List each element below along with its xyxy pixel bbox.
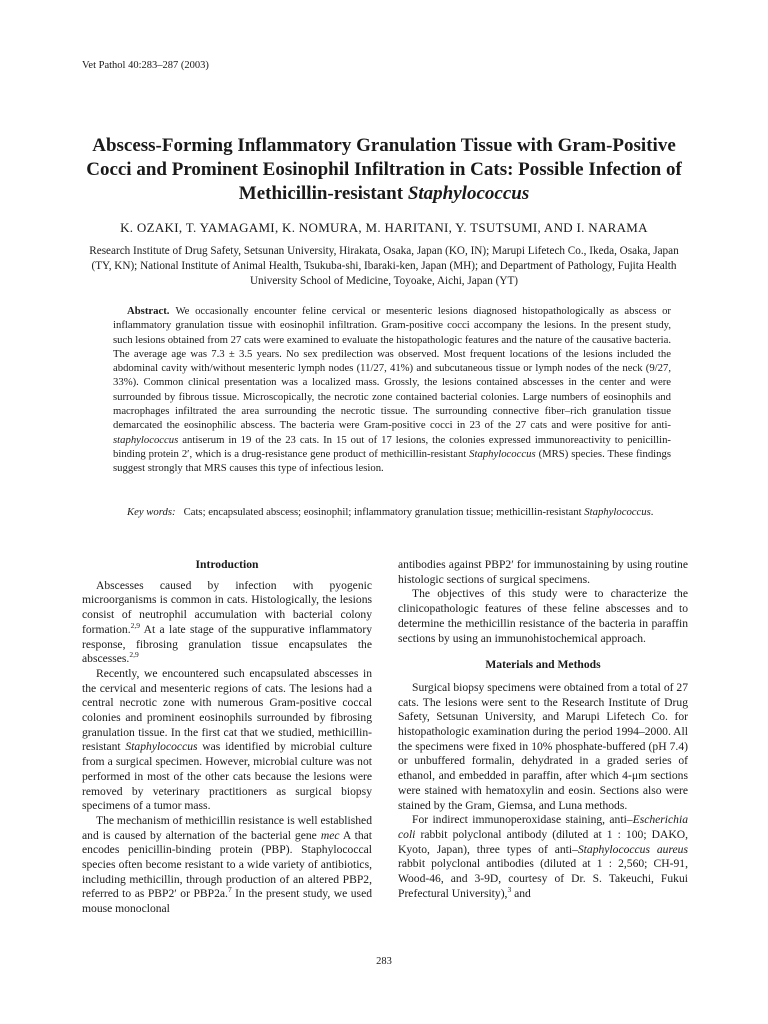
intro-paragraph-1: Abscesses caused by infection with pyogenic microorganisms is common in cats. Histologically, the lesions consist of neutrophil accumulation with bacterial colony formation.$^{2,9}$ At a late stage of the suppurative inflammatory response, fibrosing granulation tissue encapsulates the abscesses.$^{2,9}$	[82, 578, 372, 666]
intro-paragraph-4: The objectives of this study were to characterize the clinicopathologic features of these feline abscesses and to determine the methicillin resistance of the bacteria in paraffin sections by using an immunohistochemical approach.	[398, 587, 688, 645]
page-number: 283	[376, 956, 392, 967]
title-main: Abscess-Forming Inflammatory Granulation Tissue with Gram-Positive Cocci and Prominent Eosinophil Infiltration in Cats: Possible Infection of Methicillin-resistant	[86, 135, 682, 204]
left-column	[82, 558, 372, 917]
abstract	[113, 304, 671, 476]
right-column	[398, 558, 688, 901]
abstract-italic-2: Staphylococcus	[469, 447, 536, 460]
paper-title	[70, 134, 698, 206]
keywords-label: Key words:	[127, 506, 176, 518]
intro-paragraph-2: Recently, we encountered such encapsulated abscesses in the cervical and mesenteric regions of cats. The lesions had a central necrotic zone with numerous Gram-positive coccal colonies and prominent eosinophils surrounded by fibrosing granulation tissue. In the first cat that we studied, methicillin-resistant Staphylococcus was identified by microbial culture from a surgical specimen. However, microbial culture was not performed in most of the other cats because the lesions were removed by veterinary practitioners as surgical biopsy specimens of a tumor mass.	[82, 666, 372, 813]
abstract-text-1: We occasionally encounter feline cervical or mesenteric lesions diagnosed histopathologically as abscess or inflammatory granulation tissue with eosinophil infiltration. Gram-positive cocci accompany the lesions. In the present study, such lesions obtained from 27 cats were examined to evaluate the histopathologic features and the nature of the causative bacteria. The average age was 7.3 ± 3.5 years. No sex predilection was observed. Most frequent locations of the lesions included the abdominal cavity with/without mesenteric lymph nodes (11/27, 41%) and subcutaneous tissue or lymph nodes of the neck (9/27, 33%). Common clinical presentation was a localized mass. Grossly, the lesions contained abscesses in the center and were surrounded by fibrous tissue. Microscopically, the necrotic zone contained bacterial colonies. Large numbers of eosinophils and macrophages infiltrated the area surrounding the necrotic tissue. The surrounding connective fiber–rich granulation tissue demarcated the eosinophilic abscess. The bacteria were Gram-positive cocci in 23 of the 27 cats and were positive for anti-	[113, 305, 671, 432]
title-italic-genus: Staphylococcus	[407, 183, 530, 204]
keywords-text: Cats; encapsulated abscess; eosinophil; inflammatory granulation tissue; methicillin-resistant	[183, 506, 585, 518]
intro-paragraph-3: The mechanism of methicillin resistance is well established and is caused by alternation of the bacterial gene mec A that encodes penicillin-binding protein (PBP). Staphylococcal species often become resistant to a wide variety of antibiotics, including methicillin, through production of an altered PBP2, referred to as PBP2′ or PBP2a.$^7$ In the present study, we used mouse monoclonal	[82, 813, 373, 916]
abstract-label: Abstract.	[127, 305, 170, 317]
introduction-heading: Introduction	[195, 558, 259, 571]
affiliations: Research Institute of Drug Safety, Setsunan University, Hirakata, Osaka, Japan (KO, IN); Marupi Lifetech Co., Ikeda, Osaka, Japan (TY, KN); National Institute of Animal Health, Tsukuba-shi, Ibaraki-ken, Japan (MH); and Department of Pathology, Fujita Health University School of Medicine, Toyoake, Aichi, Japan (YT)	[89, 245, 679, 287]
abstract-text-2: antiserum in 19 of the 23 cats. In 15 out of 17 lesions, the colonies expressed immunoreactivity to penicillin-binding protein 2′, which is a drug-resistance gene product of methicillin-resistant	[113, 433, 671, 460]
keywords-end: .	[650, 506, 654, 518]
keywords-italic: Staphylococcus	[584, 506, 651, 518]
abstract-italic-1: staphylococcus	[113, 433, 179, 446]
keywords	[113, 505, 671, 519]
abstract-text-3: (MRS) species. These findings suggest strongly that MRS causes this type of infectious lesion.	[113, 447, 672, 475]
intro-paragraph-3-continued: antibodies against PBP2′ for immunostaining by using routine histologic sections of surgical specimens.	[398, 558, 688, 586]
methods-heading: Materials and Methods	[485, 658, 601, 672]
author-list: K. OZAKI, T. YAMAGAMI, K. NOMURA, M. HARITANI, Y. TSUTSUMI, AND I. NARAMA	[120, 220, 648, 235]
methods-paragraph-2: For indirect immunoperoxidase staining, anti–Escherichia coli rabbit polyclonal antibody (diluted at 1 : 100; DAKO, Kyoto, Japan), three types of anti–Staphylococcus aureus rabbit polyclonal antibodies (diluted at 1 : 2,560; CH-91, Wood-46, and 3-9D, courtesy of Dr. S. Takeuchi, Fukui Prefectural University),$^3$ and	[398, 813, 688, 900]
journal-citation: Vet Pathol 40:283–287 (2003)	[82, 60, 209, 71]
methods-paragraph-1: Surgical biopsy specimens were obtained from a total of 27 cats. The lesions were sent to the Research Institute of Drug Safety, Setsunan University, and Marupi Lifetech Co. for histopathologic examination during the period 1994–2000. All the specimens were fixed in 10% phosphate-buffered (pH 7.4) or unbuffered formalin, dehydrated in a graded series of ethanol, and embedded in paraffin, after which 4-μm sections were stained with hematoxylin and eosin. Sections also were stained by the Gram, Giemsa, and Luna methods.	[398, 680, 688, 812]
